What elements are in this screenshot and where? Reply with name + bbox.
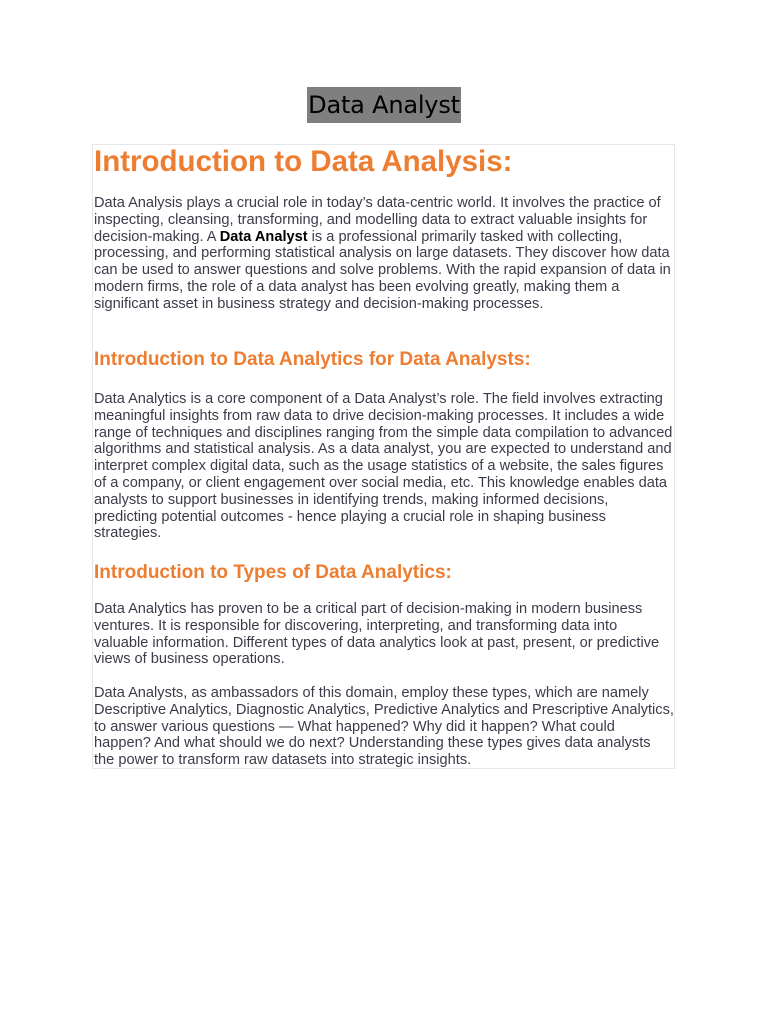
intro-paragraph <box>94 195 674 313</box>
document-title: Data Analyst <box>307 87 461 123</box>
document-title-wrapper <box>0 87 768 123</box>
content-box <box>92 144 675 769</box>
intro-text-part1: Data Analysis plays a crucial role in today’s data-centric world. It involves the practice of inspecting, cleansing, transforming, and modelling data to extract valuable insights for decision-making. A <box>94 195 661 245</box>
intro-bold-term: Data Analyst <box>219 228 308 245</box>
intro-text-part2: is a professional primarily tasked with collecting, processing, and performing statistical analysis on large datasets. They discover how data can be used to answer questions and solve problems. With the rapid expansion of data in modern firms, the role of a data analyst has been evolving greatly, making them a significant asset in business strategy and decision-making processes. <box>94 228 671 312</box>
section1-heading: Introduction to Data Analytics for Data Analysts: <box>94 349 531 370</box>
section2-paragraph-1: Data Analytics has proven to be a critical part of decision-making in modern business ventures. It is responsible for discovering, interpreting, and transforming data into valuable information. Different types of data analytics look at past, present, or predictive views of business operations. <box>94 601 660 668</box>
section1-paragraph: Data Analytics is a core component of a Data Analyst’s role. The field involves extracting meaningful insights from raw data to drive decision-making processes. It includes a wide range of techniques and disciplines ranging from the simple data compilation to advanced algorithms and statistical analysis. As a data analyst, you are expected to understand and interpret complex digital data, such as the usage statistics of a website, the sales figures of a company, or client engagement over social media, etc. This knowledge enables data analysts to support businesses in identifying trends, making informed decisions, predicting potential outcomes - hence playing a crucial role in shaping business strategies. <box>94 391 673 542</box>
main-heading: Introduction to Data Analysis: <box>94 145 513 178</box>
section2-heading: Introduction to Types of Data Analytics: <box>94 562 452 583</box>
section2-paragraph-2: Data Analysts, as ambassadors of this domain, employ these types, which are namely Descriptive Analytics, Diagnostic Analytics, Predictive Analytics and Prescriptive Analytics, to answer various questions — What happened? Why did it happen? What could happen? And what should we do next? Understanding these types gives data analysts the power to transform raw datasets into strategic insights. <box>94 685 674 769</box>
